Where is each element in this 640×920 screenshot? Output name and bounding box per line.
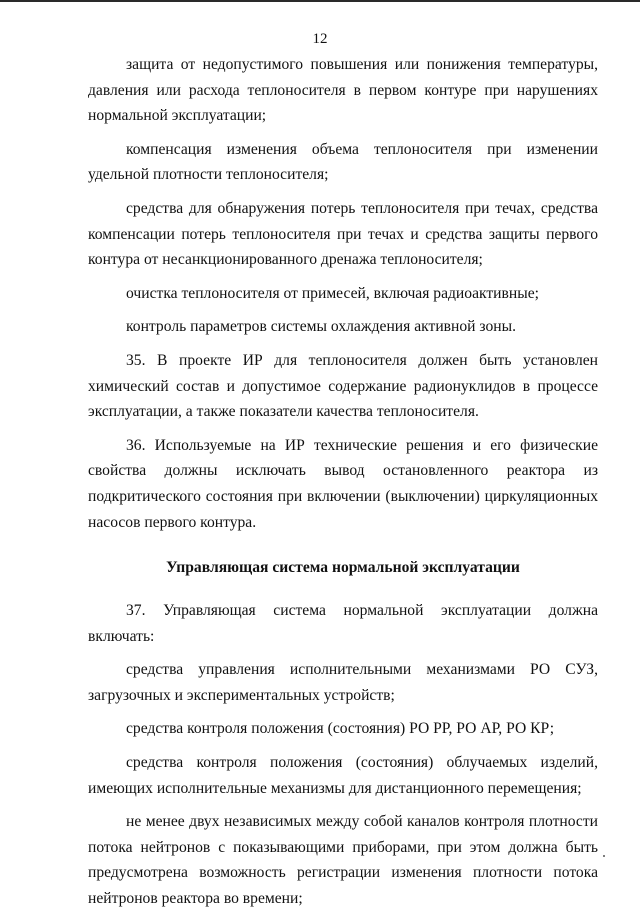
section-heading: Управляющая система нормальной эксплуатации: [166, 559, 520, 577]
paragraph: контроль параметров системы охлаждения активной зоны.: [126, 318, 516, 336]
paragraph: очистка теплоносителя от примесей, включая радиоактивные;: [126, 284, 539, 302]
paragraph: не менее двух независимых между собой каналов контроля плотности потока нейтронов с показывающими приборами, при этом должна быть предусмотрена возможность регистрации изменения плотности потока нейтронов реактора во времени;: [88, 813, 598, 908]
paragraph: защита от недопустимого повышения или понижения температуры, давления или расхода теплоносителя в первом контуре при нарушениях нормальной эксплуатации;: [88, 56, 598, 125]
paragraph: средства контроля положения (состояния) облучаемых изделий, имеющих исполнительные механизмы для дистанционного перемещения;: [88, 754, 598, 797]
document-body: [88, 52, 598, 920]
paragraph: средства управления исполнительными механизмами РО СУЗ, загрузочных и экспериментальных устройств;: [88, 661, 598, 704]
paragraph: 36. Используемые на ИР технические решения и его физические свойства должны исключать вывод остановленного реактора из подкритического состояния при включении (выключении) циркуляционных насосов первого контура.: [88, 436, 598, 531]
paragraph: компенсация изменения объема теплоносителя при изменении удельной плотности теплоносителя;: [88, 140, 598, 184]
paragraph: 37. Управляющая система нормальной эксплуатации должна включать:: [88, 602, 598, 645]
paragraph: 35. В проекте ИР для теплоносителя должен быть установлен химический состав и допустимое содержание радионуклидов в процессе эксплуатации, а также показатели качества теплоносителя.: [88, 351, 598, 421]
page-number: 12: [312, 31, 328, 47]
scan-top-edge: [0, 0, 640, 2]
paragraph: средства для обнаружения потерь теплоносителя при течах, средства компенсации потерь теплоносителя при течах и средства защиты первого контура от несанкционированного дренажа теплоносителя;: [88, 199, 598, 269]
paragraph: средства контроля положения (состояния) РО РР, РО АР, РО КР;: [126, 720, 555, 738]
scan-speck: [603, 855, 605, 857]
